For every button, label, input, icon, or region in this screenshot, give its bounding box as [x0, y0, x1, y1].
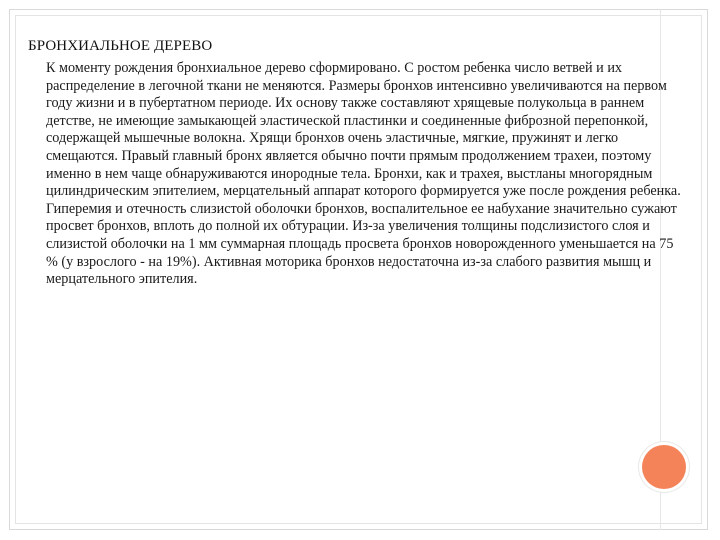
- slide-body-text: К моменту рождения бронхиальное дерево сформировано. С ростом ребенка число ветвей и их распределение в легочной ткани не меняются. Размеры бронхов интенсивно увеличиваются на первом году жизни и в пубертатном периоде. Их основу также составляют хрящевые полукольца в раннем детстве, не имеющие замыкающей эластической пластинки и соединенные фиброзной перепонкой, содержащей мышечные волокна. Хрящи бронхов очень эластичные, мягкие, пружинят и легко смещаются. Правый главный бронх является обычно почти прямым продолжением трахеи, поэтому именно в нем чаще обнаруживаются инородные тела. Бронхи, как и трахея, выстланы многорядным цилиндрическим эпителием, мерцательный аппарат которого формируется уже после рождения ребенка. Гиперемия и отечность слизистой оболочки бронхов, воспалительное ее набухание значительно сужают просвет бронхов, вплоть до полной их обтурации. Из-за увеличения толщины подслизистого слоя и слизистой оболочки на 1 мм суммарная площадь просвета бронхов новорожденного уменьшается на 75 % (у взрослого - на 19%). Активная моторика бронхов недостаточна из-за слабого развития мышц и мерцательного эпителия.: [46, 60, 681, 288]
- decorative-circle-icon: [642, 445, 686, 489]
- slide-title: БРОНХИАЛЬНОЕ ДЕРЕВО: [28, 38, 213, 54]
